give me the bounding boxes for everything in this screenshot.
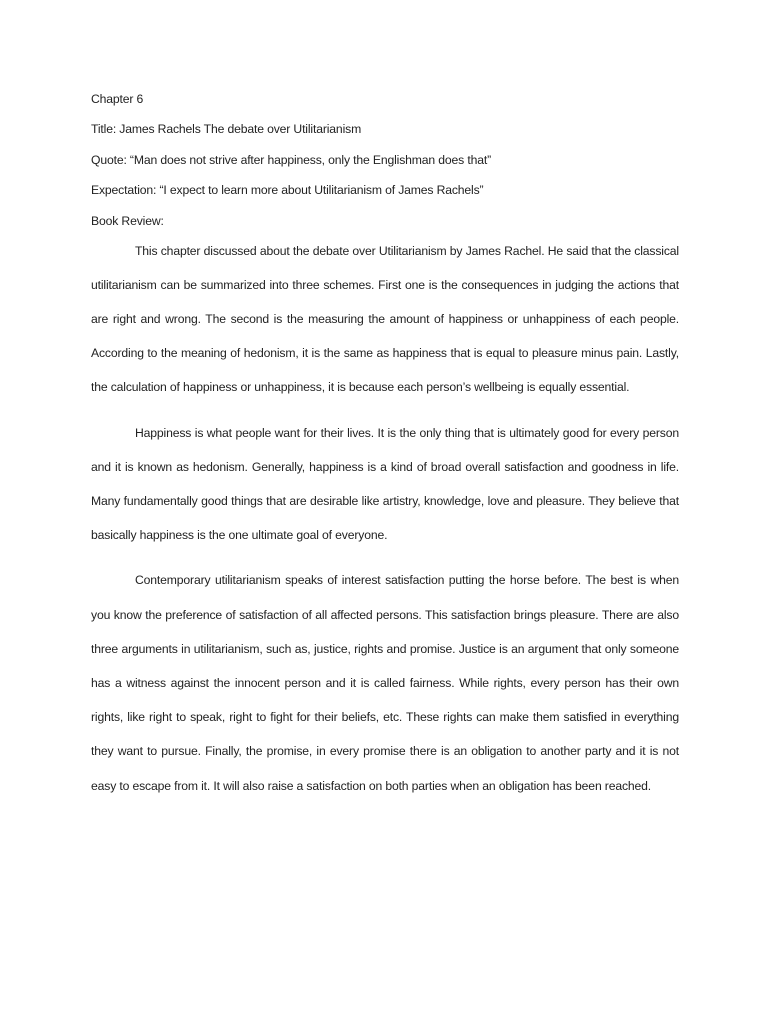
review-paragraph-1: This chapter discussed about the debate over Utilitarianism by James Rachel. He said that the classical utilitarianism can be summarized into three schemes. First one is the consequences in judging the actions that are right and wrong. The second is the measuring the amount of happiness or unhappiness of each people. According to the meaning of hedonism, it is the same as happiness that is equal to pleasure minus pain. Lastly, the calculation of happiness or unhappiness, it is because each person’s wellbeing is equally essential. [91,243,679,395]
document-body [91,90,679,803]
quote-line: Quote: “Man does not strive after happiness, only the Englishman does that” [91,152,491,167]
review-paragraph-2: Happiness is what people want for their lives. It is the only thing that is ultimately good for every person and it is known as hedonism. Generally, happiness is a kind of broad overall satisfaction and goodness in life. Many fundamentally good things that are desirable like artistry, knowledge, love and pleasure. They believe that basically happiness is the one ultimate goal of everyone. [91,425,679,543]
expectation-line: Expectation: “I expect to learn more about Utilitarianism of James Rachels” [91,183,484,198]
book-review-label: Book Review: [91,213,164,228]
review-paragraph-3: Contemporary utilitarianism speaks of interest satisfaction putting the horse before. The best is when you know the preference of satisfaction of all affected persons. This satisfaction brings pleasure. There are also three arguments in utilitarianism, such as, justice, rights and promise. Justice is an argument that only someone has a witness against the innocent person and it is called fairness. While rights, every person has their own rights, like right to speak, right to fight for their beliefs, etc. These rights can make them satisfied in everything they want to pursue. Finally, the promise, in every promise there is an obligation to another party and it is not easy to escape from it. It will also raise a satisfaction on both parties when an obligation has been reached. [91,573,679,793]
chapter-heading: Chapter 6 [91,92,144,106]
title-line: Title: James Rachels The debate over Utilitarianism [91,122,362,137]
